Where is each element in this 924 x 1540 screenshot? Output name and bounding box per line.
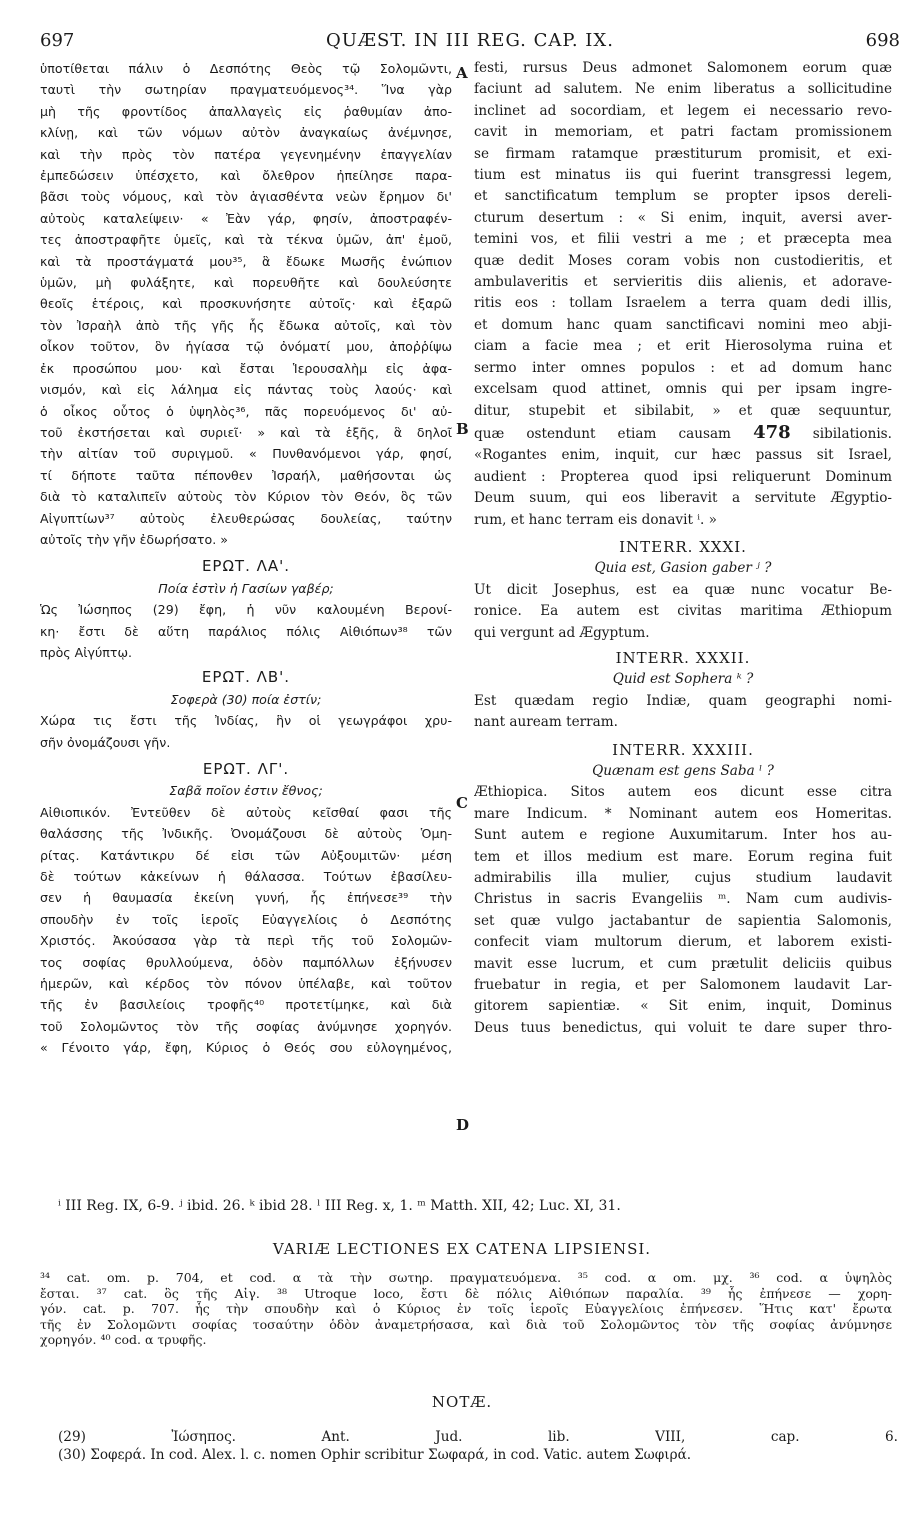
page-marker-478: 478 (753, 421, 791, 443)
notes-list (58, 1428, 898, 1464)
latin-text-line: fruebatur in regia, et per Salomonem laudavit Lar- (474, 977, 892, 994)
greek-text-line: διὰ τὸ καταλιπεῖν αὐτοὺς τὸν Κύριον τὸν Θεόν, ὃς τῶν (40, 489, 452, 505)
latin-text-line: festi, rursus Deus admonet Salomonem eorum quæ (474, 60, 892, 76)
latin-text-line: tium est minatus iis qui fuerint transgressi legem, (474, 167, 892, 184)
variant-reading-line: τῆς ἐν Σολομῶντι σοφίας τοσαύτην ὁδὸν ἀναμετρήσασα, καὶ διὰ τοῦ Σολομῶντος τὸν τῆς σοφίας ἀνύμνησε (40, 1316, 892, 1332)
greek-text-line: καὶ τὰ προστάγματά μου³⁵, ἃ ἔδωκε Μωσῆς ἐνώπιον (40, 253, 452, 269)
latin-text-line: mavit esse lucrum, et cum prætulit deliciis quibus (474, 955, 892, 972)
latin-text-line: audient : Propterea quod ipsi reliquerunt Dominum (474, 468, 892, 485)
greek-question-33-heading: ΕΡΩΤ. ΛΓ'. (202, 760, 290, 778)
greek-question-32-text (40, 710, 452, 753)
greek-paragraph (40, 58, 452, 550)
latin-text: sibilationis. (812, 425, 892, 442)
margin-marker-a: A (456, 64, 468, 82)
page-number-right: 698 (865, 30, 900, 51)
greek-text-line: ἐκ προσώπου μου· καὶ ἔσται Ἱερουσαλὴμ εἰς ἀφα- (40, 360, 452, 376)
latin-text-line: ambulaveritis et servieritis diis alienis, et adorave- (474, 274, 892, 291)
greek-text-line: αὐτοῖς τὴν γῆν ἐδωρήσατο. » (40, 531, 228, 547)
latin-text: quæ ostendunt etiam causam (474, 425, 731, 442)
note-line: (30) Σοφερά. In cod. Alex. l. c. nomen Ophir scribitur Σωφαρά, in cod. Vatic. autem Σωφιρά. (58, 1447, 692, 1463)
latin-question-31-text (474, 580, 892, 644)
greek-text-line: πρὸς Αἰγύπτῳ. (40, 644, 133, 660)
variant-reading-line: γόν. cat. p. 707. ἧς τὴν σπουδὴν καὶ ὁ Κύριος ἐν τοῖς ἱεροῖς Εὐαγγελίοις ἐπήνεσεν. Ἥτις κατ' ἔρωτα (40, 1301, 892, 1316)
latin-text-line: Deus tuus benedictus, qui voluit te dare super thro- (474, 1019, 892, 1036)
latin-text-line: mare Indicum. * Nominant autem eos Homeritas. (474, 805, 892, 822)
latin-text-line: et domum hanc quam sanctificavi nomini meo abji- (474, 316, 892, 333)
variant-reading-line: ἔσται. ³⁷ cat. ὃς τῆς Αἰγ. ³⁸ Utroque loco, ἔστι δὲ πόλις Αἰθιόπων παραλία. ³⁹ ἧς ἐπήνεσε — χορη- (40, 1285, 892, 1301)
greek-text-line: σπουδὴν ἐν τοῖς ἱεροῖς Εὐαγγελίοις ὁ Δεσπότης (40, 911, 452, 927)
latin-text-line: temini vos, et filii vestri a me ; et præcepta mea (474, 231, 892, 248)
greek-text-line: καὶ τὴν πρὸς τὸν πατέρα γεγενημένην ἐπαγγελίαν (40, 146, 452, 162)
latin-text-line: tem et illos medium est mare. Eorum regina fuit (474, 848, 892, 865)
greek-question-33-title: Σαβᾶ ποῖον ἐστιν ἔθνος; (169, 783, 323, 799)
latin-text-line: cturum desertum : « Si enim, inquit, aversi aver- (474, 209, 892, 226)
greek-text-line: σῆν ὀνομάζουσι γῆν. (40, 734, 171, 750)
variant-reading-line: χορηγόν. ⁴⁰ cod. α τρυφῆς. (40, 1332, 207, 1347)
greek-text-line: μὴ τῆς φροντίδος ἀπαλλαγεὶς εἰς ῥαθυμίαν ἀπο- (40, 103, 452, 119)
greek-text-line: ταυτὶ τὴν σωτηρίαν πραγματευόμενος³⁴. Ἵνα γὰρ (40, 82, 452, 98)
greek-text-line: τὸν Ἰσραὴλ ἀπὸ τῆς γῆς ἧς ἔδωκα αὐτοῖς, καὶ τὸν (40, 317, 452, 333)
greek-text-line: νισμόν, καὶ εἰς λάλημα εἰς πάντας τοὺς λαούς· καὶ (40, 382, 452, 398)
latin-text-line: excelsam quod attinet, omnis qui per ipsam ingre- (474, 381, 892, 398)
greek-question-31-text (40, 599, 452, 663)
greek-text-line: τί δήποτε ταῦτα πέπονθεν Ἰσραήλ, μαθήσονται ὡς (40, 467, 452, 483)
latin-text-line: Deum suum, qui eos liberavit a servitute Ægyptio- (474, 490, 892, 507)
latin-question-32-text (474, 691, 892, 734)
margin-marker-c: C (456, 794, 468, 812)
greek-question-32-title: Σοφερὰ (30) ποία ἐστίν; (170, 691, 322, 707)
latin-text-line: «Rogantes enim, inquit, cur hæc passus sit Israel, (474, 447, 892, 464)
latin-question-33-title: Quænam est gens Saba ˡ ? (592, 763, 774, 779)
greek-text-line: ὑποτίθεται πάλιν ὁ Δεσπότης Θεὸς τῷ Σολομῶντι, (40, 61, 452, 76)
latin-text-line: cavit in memoriam, et patri factam promissionem (474, 124, 892, 141)
latin-question-31-title: Quia est, Gasion gaber ʲ ? (594, 560, 772, 577)
latin-question-32-heading: INTERR. XXXII. (615, 648, 751, 667)
latin-text-line: ritis eos : tollam Israelem a terra quam dedi illis, (474, 295, 892, 312)
margin-marker-b: B (456, 420, 469, 438)
variant-reading-line: ³⁴ cat. om. p. 704, et cod. α τὰ τὴν σωτηρ. πραγματευόμενα. ³⁵ cod. α om. μχ. ³⁶ cod. α ὑψηλὸς (40, 1270, 892, 1285)
latin-column (474, 58, 892, 1039)
page-number-left: 697 (40, 30, 75, 51)
latin-text-line: rum, et hanc terram eis donavit ⁱ. » (474, 511, 717, 528)
greek-question-31-heading: ΕΡΩΤ. ΛΑ'. (201, 557, 291, 576)
latin-paragraph (474, 58, 892, 422)
greek-text-line: Αἰθιοπικόν. Ἐντεῦθεν δὲ αὐτοὺς κεῖσθαί φασι τῆς (40, 804, 452, 820)
latin-text-line: Æthiopica. Sitos autem eos dicunt esse citra (474, 784, 892, 801)
greek-text-line: δὲ τούτων κἀκείνων ἡ θάλασσα. Τούτων ἐβασίλευ- (40, 869, 452, 885)
greek-text-line: τῆς ἐν βασιλείοις τροφῆς⁴⁰ προτετίμηκε, καὶ διὰ (40, 997, 452, 1013)
latin-text-line: Est quædam regio Indiæ, quam geographi nomi- (474, 692, 892, 709)
greek-text-line: τοῦ ἐκστήσεται καὶ συριεῖ· » καὶ τὰ ἑξῆς, ἃ δηλοῖ (40, 424, 452, 440)
latin-text-line: faciunt ad salutem. Ne enim liberatus a sollicitudine (474, 81, 892, 98)
latin-text-line: ciam a facie mea ; et erit Hierosolyma ruina et (474, 338, 892, 355)
greek-question-32-heading: ΕΡΩΤ. ΛΒ'. (201, 668, 291, 687)
margin-marker-d: D (456, 1116, 470, 1134)
greek-text-line: κη· ἔστι δὲ αὕτη παράλιος πόλις Αἰθιόπων³⁸ τῶν (40, 623, 452, 639)
greek-text-line: « Γένοιτο γάρ, ἔφη, Κύριος ὁ Θεός σου εὐλογημένος, (40, 1040, 452, 1056)
greek-text-line: ἐμπεδώσειν ὑπέσχετο, καὶ ὄλεθρον ἠπείλησε παρα- (40, 168, 452, 184)
scripture-references: ⁱ III Reg. IX, 6-9. ʲ ibid. 26. ᵏ ibid 28. ˡ III Reg. x, 1. ᵐ Matth. XII, 42; Luc. XI, 31. (58, 1198, 621, 1214)
latin-text-line: admirabilis illa mulier, cujus studium laudavit (474, 870, 892, 887)
greek-text-line: Αἰγυπτίων³⁷ αὐτοὺς ἐλευθερώσας δουλείας, ταύτην (40, 510, 452, 526)
latin-text-line: inclinet ad socordiam, et legem ei necessario revo- (474, 102, 892, 119)
greek-text-line: βᾶσι τοὺς νόμους, καὶ τὸν ἁγιασθέντα νεὼν ἔρημον δι' (40, 189, 452, 205)
latin-text-line: se firmam ratamque præstiturum promisit, et exi- (474, 145, 892, 162)
greek-text-line: Ὡς Ἰώσηπος (29) ἔφη, ἡ νῦν καλουμένη Βερονί- (40, 602, 452, 618)
notae-heading: NOTÆ. (431, 1393, 493, 1411)
greek-text-line: κλίνῃ, καὶ τῶν νόμων αὐτὸν ἀναγκαίως ἀνέμνησε, (40, 125, 452, 141)
greek-question-31-title: Ποία ἐστὶν ἡ Γασίων γαβέρ; (158, 580, 334, 596)
greek-text-line: τος σοφίας θρυλλούμενα, ὁδὸν παμπόλλων ἐξήνυσεν (40, 954, 452, 970)
greek-text-line: Χριστός. Ἀκούσασα γὰρ τὰ περὶ τῆς τοῦ Σολομῶν- (40, 933, 452, 949)
greek-question-33-text (40, 802, 452, 1059)
variae-lectiones (40, 1270, 892, 1348)
latin-text-line: sermo inter omnes populos : et ad domum hanc (474, 359, 892, 376)
latin-text-line: Sunt autem e regione Auxumitarum. Inter hos au- (474, 827, 892, 844)
note-line: (29) Ἰώσηπος. Ant. Jud. lib. VIII, cap. 6. (58, 1429, 898, 1445)
latin-text-line: nant auream terram. (474, 714, 618, 731)
latin-text-line: quæ dedit Moses coram vobis non custodieritis, et (474, 252, 892, 269)
greek-text-line: αὐτοὺς καταλείψειν· « Ἐὰν γάρ, φησίν, ἀποστραφέν- (40, 210, 452, 226)
running-header (40, 30, 900, 54)
latin-text-line: gitorem sapientiæ. « Sit enim, inquit, Dominus (474, 998, 892, 1015)
greek-text-line: ὁ οἶκος οὗτος ὁ ὑψηλὸς³⁶, πᾶς πορευόμενος δι' αὐ- (40, 403, 452, 419)
latin-question-31-heading: INTERR. XXXI. (619, 537, 747, 556)
latin-text-line: set quæ vulgo jactabantur de sapientia Salomonis, (474, 912, 892, 929)
latin-text-line: confecit viam multorum dierum, et laborem existi- (474, 934, 892, 951)
latin-line-478 (474, 422, 892, 445)
latin-text-line: et sanctificatum templum se propter ipsos dereli- (474, 188, 892, 205)
greek-text-line: τὴν αἰτίαν τοῦ συριγμοῦ. « Πυνθανόμενοι γάρ, φησί, (40, 446, 452, 462)
latin-question-33-heading: INTERR. XXXIII. (612, 740, 754, 759)
latin-text-line: Christus in sacris Evangeliis ᵐ. Nam cum audivis- (474, 891, 892, 908)
greek-text-line: ἡμερῶν, καὶ κέρδος τὸν πόνον ὑπέλαβε, καὶ τοῦτον (40, 976, 452, 992)
greek-text-line: θεοῖς ἑτέροις, καὶ προσκυνήσητε αὐτοῖς· καὶ ἐξαρῶ (40, 296, 452, 312)
running-title: QUÆST. IN III REG. CAP. IX. (326, 30, 614, 51)
greek-text-line: ὑμῶν, μὴ φυλάξητε, καὶ πορευθῆτε καὶ δουλεύσητε (40, 275, 452, 291)
greek-text-line: σεν ἡ θαυμασία ἐκείνη γυνή, ἧς ἐπήνεσε³⁹ τὴν (40, 890, 452, 906)
latin-text-line: ronice. Ea autem est civitas maritima Æthiopum (474, 603, 892, 620)
latin-paragraph-end (474, 445, 892, 531)
greek-text-line: τες ἀποστραφῆτε ὑμεῖς, καὶ τὰ τέκνα ὑμῶν, ἀπ' ἐμοῦ, (40, 232, 452, 248)
variae-lectiones-heading: VARIÆ LECTIONES EX CATENA LIPSIENSI. (272, 1240, 652, 1258)
greek-text-line: θαλάσσης τῆς Ἰνδικῆς. Ὀνομάζουσι δὲ αὐτοὺς Ὁμη- (40, 826, 452, 842)
greek-text-line: οἶκον τοῦτον, ὃν ἡγίασα τῷ ὀνόματί μου, ἀποῤῥίψω (40, 339, 452, 355)
latin-question-32-title: Quid est Sophera ᵏ ? (612, 671, 754, 688)
greek-column (40, 58, 452, 1059)
latin-text-line: ditur, stupebit et sibilabit, » et quæ sequuntur, (474, 402, 892, 419)
latin-question-33-text (474, 782, 892, 1039)
greek-text-line: Χώρα τις ἔστι τῆς Ἰνδίας, ἣν οἱ γεωγράφοι χρυ- (40, 713, 452, 729)
greek-text-line: τοῦ Σολομῶντος τὸν τῆς σοφίας ἀνύμνησε χορηγόν. (40, 1018, 452, 1034)
latin-text-line: Ut dicit Josephus, est ea quæ nunc vocatur Be- (474, 581, 892, 598)
greek-text-line: ρίτας. Κατάντικρυ δέ εἰσι τῶν Αὐξουμιτῶν· μέση (40, 847, 452, 863)
latin-text-line: qui vergunt ad Ægyptum. (474, 624, 650, 641)
